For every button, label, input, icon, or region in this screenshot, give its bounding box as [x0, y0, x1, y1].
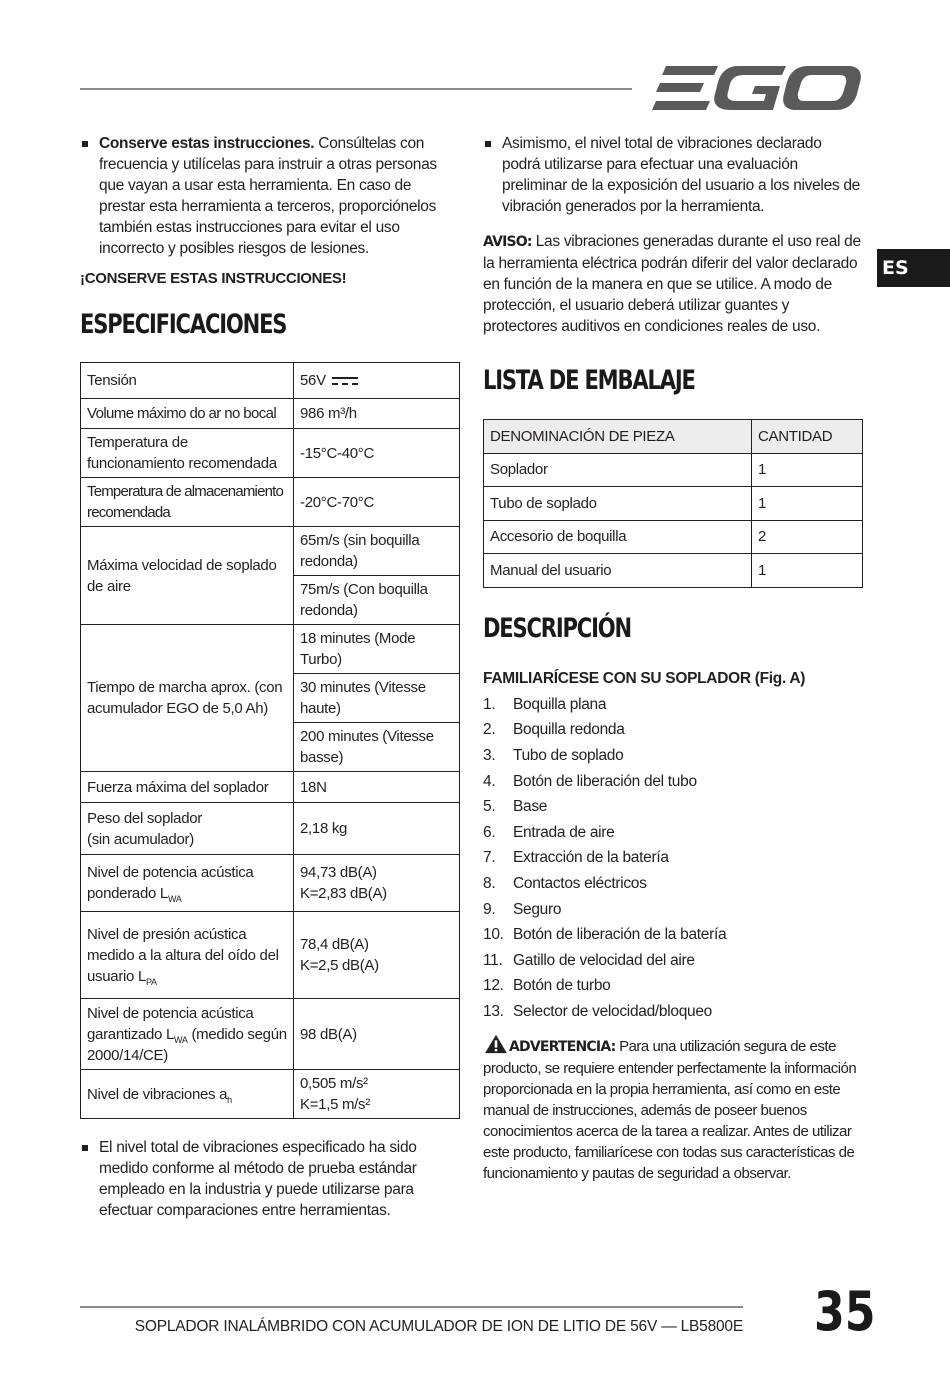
- list-item: [483, 947, 863, 973]
- table-row: [81, 855, 460, 912]
- spec-value: 200 minutes (Vitesse basse): [294, 723, 460, 772]
- bullet-vibration-assessment: Asimismo, el nivel total de vibraciones declarado podrá utilizarse para efectuar una evaluación preliminar de la exposición del usuario a los niveles de vibración generados por la herramienta.: [483, 133, 863, 217]
- item-name: Botón de liberación de la batería: [513, 926, 727, 944]
- dc-symbol-icon: [332, 376, 358, 386]
- item-name: Botón de liberación del tubo: [513, 772, 697, 790]
- item-name: Botón de turbo: [513, 977, 611, 995]
- spec-label: Fuerza máxima del soplador: [81, 772, 294, 803]
- language-tab[interactable]: ES: [877, 249, 950, 287]
- table-row: [484, 453, 863, 487]
- table-row: [81, 912, 460, 999]
- aviso-text: Las vibraciones generadas durante el uso real de la herramienta eléctrica podrán diferir del valor declarado en función de la manera en que se utilice. A modo de protección, el usuario deberá utilizar guantes y protectores auditivos en condiciones reales de uso.: [483, 233, 861, 335]
- item-name: Extracción de la batería: [513, 849, 669, 867]
- spec-value: 65m/s (sin boquilla redonda): [294, 527, 460, 576]
- bullet-bold-lead: Conserve estas instrucciones.: [99, 135, 315, 152]
- list-item: [483, 871, 863, 897]
- bullet-keep-instructions: [80, 133, 460, 259]
- aviso-paragraph: [483, 231, 863, 337]
- sound-power-uncertainty: K=2,83 dB(A): [300, 885, 387, 902]
- bullet-text: Consúltelas con frecuencia y utilícelas para instruir a otras personas que vayan a usar esta herramienta. En caso de prestar esta herramienta a terceros, proporciónelos también estas instrucciones para evitar el uso incorrecto y posibles riesgos de lesiones.: [99, 135, 437, 257]
- item-name: Base: [513, 798, 548, 816]
- list-item: [483, 819, 863, 845]
- spec-value: 18 minutes (Mode Turbo): [294, 625, 460, 674]
- list-item: [483, 794, 863, 820]
- item-name: Tubo de soplado: [513, 746, 624, 764]
- list-item: [483, 692, 863, 718]
- ego-logo: [652, 64, 862, 112]
- table-row: [81, 429, 460, 478]
- item-number: 3.: [483, 746, 496, 764]
- bullet-vibration-measure: El nivel total de vibraciones especificado ha sido medido conforme al método de prueba estándar empleado en la industria y puede utilizarse para efectuar comparaciones entre herramientas.: [80, 1137, 460, 1221]
- list-item: [483, 973, 863, 999]
- subscript: WA: [174, 1034, 188, 1045]
- page-number: 35: [814, 1280, 876, 1343]
- item-number: 1.: [483, 695, 496, 713]
- item-name: Boquilla redonda: [513, 721, 625, 739]
- warning-paragraph: [483, 1034, 863, 1184]
- list-item: [483, 743, 863, 769]
- table-row: [81, 999, 460, 1070]
- guaranteed-label-suffix: (medido según 2000/14/CE): [87, 1025, 287, 1064]
- spec-value: 75m/s (Con boquilla redonda): [294, 576, 460, 625]
- item-number: 11.: [483, 951, 503, 969]
- item-name: Selector de velocidad/bloqueo: [513, 1002, 712, 1020]
- part-qty: 1: [752, 554, 863, 588]
- spec-label: [81, 855, 294, 912]
- parts-list: [483, 692, 863, 1025]
- table-row: [81, 1070, 460, 1119]
- warning-label: ADVERTENCIA:: [509, 1039, 616, 1056]
- warning-text: Para una utilización segura de este producto, se requiere entender perfectamente la información proporcionada en la propia herramienta, así como en este manual de instrucciones, además de poseer buenos conocimientos acerca de la tarea a realizar. Antes de utilizar este producto, familiarícese con todas sus características de funcionamiento y pautas de seguridad a observar.: [483, 1038, 857, 1183]
- sound-power-label: Nivel de potencia acústica ponderado L: [87, 864, 254, 902]
- spec-value: -15°C-40°C: [294, 429, 460, 478]
- part-qty: 1: [752, 487, 863, 521]
- spec-value: 986 m³/h: [294, 399, 460, 429]
- column-header-part: DENOMINACIÓN DE PIEZA: [484, 420, 752, 454]
- vibration-value: 0,505 m/s²: [300, 1075, 368, 1092]
- part-qty: 2: [752, 520, 863, 554]
- spec-label: Temperatura de almacenamiento recomendada: [81, 478, 294, 527]
- list-item: [483, 922, 863, 948]
- spec-value: [294, 912, 460, 999]
- item-number: 9.: [483, 900, 496, 918]
- header-rule: [80, 88, 632, 90]
- right-column: [483, 133, 863, 1184]
- description-title: DESCRIPCIÓN: [483, 612, 631, 644]
- table-row: [81, 527, 460, 576]
- part-name: Tubo de soplado: [484, 487, 752, 521]
- specs-table: [80, 362, 460, 1119]
- item-number: 5.: [483, 798, 496, 816]
- item-name: Boquilla plana: [513, 695, 607, 713]
- item-name: Entrada de aire: [513, 823, 615, 841]
- spec-label: Tiempo de marcha aprox. (con acumulador EGO de 5,0 Ah): [81, 625, 294, 772]
- part-name: Soplador: [484, 453, 752, 487]
- conserve-heading: ¡CONSERVE ESTAS INSTRUCCIONES!: [80, 270, 347, 287]
- spec-value: 2,18 kg: [294, 803, 460, 855]
- item-number: 10.: [483, 926, 504, 944]
- spec-label: [81, 999, 294, 1070]
- item-number: 6.: [483, 823, 496, 841]
- spec-label: Volume máximo do ar no bocal: [81, 399, 294, 429]
- table-row: [484, 487, 863, 521]
- item-number: 7.: [483, 849, 496, 867]
- table-header-row: [484, 420, 863, 454]
- sound-power-value: 94,73 dB(A): [300, 864, 377, 881]
- sound-pressure-value: 78,4 dB(A): [300, 936, 369, 953]
- table-row: [81, 478, 460, 527]
- list-item: [483, 845, 863, 871]
- aviso-label: AVISO:: [483, 234, 532, 250]
- specs-title: ESPECIFICACIONES: [80, 309, 287, 340]
- voltage-value: 56V: [300, 372, 326, 389]
- spec-label: [81, 803, 294, 855]
- warning-triangle-icon: [483, 1034, 509, 1054]
- table-row: [81, 772, 460, 803]
- spec-label: [81, 1070, 294, 1119]
- item-name: Contactos eléctricos: [513, 874, 647, 892]
- table-row: [484, 554, 863, 588]
- subscript: WA: [167, 894, 182, 904]
- table-row: [81, 803, 460, 855]
- item-number: 8.: [483, 874, 496, 892]
- footer-rule: [80, 1306, 743, 1308]
- part-name: Accesorio de boquilla: [484, 520, 752, 554]
- part-qty: 1: [752, 453, 863, 487]
- spec-value: 18N: [294, 772, 460, 803]
- packing-title: LISTA DE EMBALAJE: [483, 365, 695, 396]
- column-header-qty: CANTIDAD: [752, 420, 863, 454]
- vibration-label: Nivel de vibraciones a: [87, 1085, 228, 1103]
- table-row: [81, 625, 460, 674]
- weight-label-line1: Peso del soplador: [87, 809, 202, 827]
- guaranteed-label: Nivel de potencia acústica garantizado L: [87, 1004, 254, 1043]
- spec-value: 98 dB(A): [294, 999, 460, 1070]
- spec-label: Tensión: [81, 363, 294, 399]
- item-name: Gatillo de velocidad del aire: [513, 951, 695, 969]
- list-item: [483, 896, 863, 922]
- vibration-uncertainty: K=1,5 m/s²: [300, 1096, 370, 1113]
- item-number: 12.: [483, 977, 504, 995]
- spec-value: [294, 1070, 460, 1119]
- spec-value: 30 minutes (Vitesse haute): [294, 674, 460, 723]
- list-item: [483, 999, 863, 1025]
- weight-label-line2: (sin acumulador): [87, 830, 194, 848]
- spec-value: [294, 855, 460, 912]
- item-number: 4.: [483, 772, 496, 790]
- spec-value: -20°C-70°C: [294, 478, 460, 527]
- sound-pressure-uncertainty: K=2,5 dB(A): [300, 957, 379, 974]
- spec-label: Temperatura de funcionamiento recomendada: [81, 429, 294, 478]
- left-column: [80, 133, 460, 1221]
- packing-table: [483, 419, 863, 588]
- table-row: [81, 399, 460, 429]
- spec-value: [294, 363, 460, 399]
- familiarize-heading: FAMILIARÍCESE CON SU SOPLADOR (Fig. A): [483, 669, 806, 687]
- table-row: [81, 363, 460, 399]
- list-item: [483, 717, 863, 743]
- list-item: [483, 768, 863, 794]
- table-row: [484, 520, 863, 554]
- item-number: 2.: [483, 721, 496, 739]
- item-name: Seguro: [513, 900, 562, 918]
- footer-title: SOPLADOR INALÁMBRIDO CON ACUMULADOR DE ION DE LITIO DE 56V — LB5800E: [134, 1318, 743, 1335]
- sound-pressure-label: Nivel de presión acústica medido a la altura del oído del usuario L: [87, 925, 279, 985]
- spec-label: [81, 912, 294, 999]
- subscript: h: [227, 1094, 232, 1105]
- subscript: PA: [146, 976, 157, 987]
- item-number: 13.: [483, 1002, 504, 1020]
- spec-label: Máxima velocidad de soplado de aire: [81, 527, 294, 625]
- part-name: Manual del usuario: [484, 554, 752, 588]
